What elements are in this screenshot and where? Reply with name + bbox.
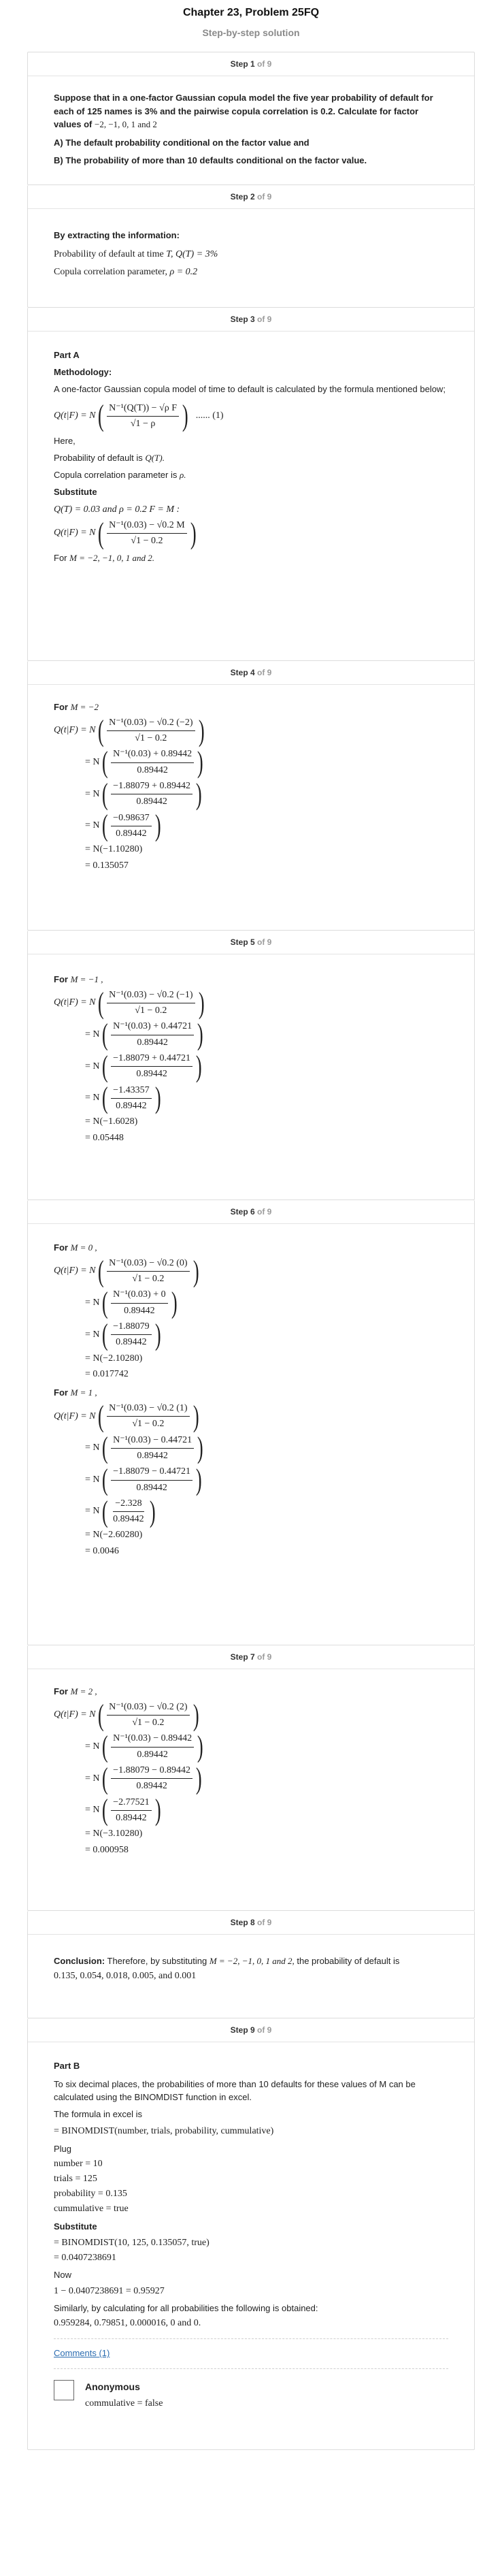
step-4: [27, 661, 475, 931]
step-2: [27, 185, 475, 308]
calc-line-1: Q(t|F) = N ( $\frac{\text{N⁻¹(0.03) − √0.2 (−1)}}{√1 - 0.2}$ ): [54, 986, 205, 1020]
conclusion-values: 0.135, 0.054, 0.018, 0.005, and 0.001: [54, 1970, 197, 1981]
part-b-desc: To six decimal places, the probabilities of more than 10 defaults for these values of M can be calculated using the BINOMDIST function in excel.: [54, 2078, 416, 2102]
page-title: Chapter 23, Problem 25FQ: [182, 7, 320, 18]
calc-line-4: = N ( $\frac{-2.328}{0.89442}$ ): [85, 1494, 156, 1528]
step-header: [28, 1645, 474, 1669]
binomdist-formula: = BINOMDIST(number, trials, probability, cummulative): [54, 2126, 274, 2137]
step-8: [27, 1911, 475, 2018]
given-line-1: Probability of default at time T, Q(T) = 3%: [54, 248, 218, 259]
step-label: Step 4: [230, 668, 255, 677]
plug-number: number = 10: [54, 2158, 103, 2169]
calc-line-5: = N(−1.6028): [85, 1116, 138, 1127]
case-heading: For M = 0 ,: [54, 1242, 97, 1253]
step-header: [28, 661, 474, 685]
step-count: of 9: [257, 315, 272, 324]
calc-line-2: = N ( $\frac{\text{N⁻¹(0.03) − 0.44721}}{0.89442}$ ): [85, 1431, 203, 1465]
step-label: Step 7: [230, 1652, 255, 1662]
substitute-heading: Substitute: [54, 2221, 97, 2232]
step-6: [27, 1200, 475, 1645]
for-values-line: For M = −2, −1, 0, 1 and 2.: [54, 553, 155, 564]
plug-trials: trials = 125: [54, 2173, 97, 2184]
plug-label: Plug: [54, 2143, 72, 2154]
calc-line-1: Q(t|F) = N ( $\frac{\text{N⁻¹(0.03) − √0.2 (0)}}{√1 - 0.2}$ ): [54, 1254, 199, 1288]
step-label: Step 8: [230, 1918, 255, 1927]
factor-values: −2, −1, 0, 1 and 2: [94, 119, 157, 129]
step-count: of 9: [257, 937, 272, 947]
now-label: Now: [54, 2270, 72, 2281]
divider: [54, 2338, 448, 2339]
step-count: of 9: [257, 1652, 272, 1662]
plug-probability: probability = 0.135: [54, 2189, 127, 2200]
step-1: [27, 52, 475, 185]
step-label: Step 9: [230, 2025, 255, 2035]
step-header: [28, 931, 474, 954]
part-b-question: B) The probability of more than 10 defaults conditional on the factor value.: [54, 155, 367, 166]
comment-text: commulative = false: [85, 2398, 163, 2409]
calc-line-3: = N ( $\frac{-1.88079 - 0.89442}{0.89442}$ ): [85, 1761, 202, 1795]
calc-line-3: = N ( $\frac{-1.88079 - 0.44721}{0.89442}$ ): [85, 1463, 202, 1497]
step-header: [28, 185, 474, 209]
page-subtitle: Step-by-step solution: [202, 27, 300, 38]
step-label: Step 3: [230, 315, 255, 324]
step-label: Step 5: [230, 937, 255, 947]
calc-line-3: = N ( $\frac{-1.88079}{0.89442}$ ): [85, 1317, 161, 1351]
here-text: Here,: [54, 436, 76, 447]
case-heading: For M = −1 ,: [54, 974, 103, 984]
substitute-line: Q(T) = 0.03 and ρ = 0.2 F = M :: [54, 504, 180, 515]
comment-item: [54, 2380, 448, 2411]
plug-cummulative: cummulative = true: [54, 2204, 129, 2215]
step-3: [27, 308, 475, 661]
calc-line-1: Q(t|F) = N ( $\frac{\text{N⁻¹(0.03) − √0.2 (−2)}}{√1 - 0.2}$ ): [54, 713, 205, 747]
step-5: [27, 931, 475, 1200]
calc-line-4: = N ( $\frac{-0.98637}{0.89442}$ ): [85, 809, 161, 843]
step-count: of 9: [257, 1918, 272, 1927]
part-b-heading: Part B: [54, 2061, 80, 2071]
step-header: [28, 52, 474, 76]
substituted-formula: Q(t|F) = N ( $\frac{\text{N⁻¹(0.03) − √0.2 M}}{√1 - 0.2}$ ): [54, 516, 197, 550]
calc-line-1: Q(t|F) = N ( $\frac{\text{N⁻¹(0.03) − √0.2 (2)}}{√1 - 0.2}$ ): [54, 1698, 199, 1732]
step-label: Step 2: [230, 192, 255, 202]
result-value: = 0.017742: [85, 1368, 129, 1379]
case-heading: For M = 1 ,: [54, 1387, 97, 1398]
avatar: [54, 2380, 74, 2400]
result-value: = 0.000958: [85, 1844, 129, 1855]
step-count: of 9: [257, 2025, 272, 2035]
calc-line-5: = N(−3.10280): [85, 1829, 143, 1839]
question-text: Suppose that in a one-factor Gaussian copula model the five year probability of default for each of 125 names is 3% and the pairwise copula correlation is 0.2. Calculate for factor values of −2, −1, 0, 1 and 2: [54, 93, 433, 129]
part-a-heading: Part A: [54, 350, 80, 360]
given-line-2: Copula correlation parameter, ρ = 0.2: [54, 267, 198, 278]
cc-definition: Copula correlation parameter is ρ.: [54, 469, 186, 480]
step-count: of 9: [257, 1207, 272, 1217]
calc-line-4: = N ( $\frac{-2.77521}{0.89442}$ ): [85, 1793, 161, 1827]
methodology-desc: A one-factor Gaussian copula model of time to default is calculated by the formula mentioned below;: [54, 383, 446, 394]
comments-section: [54, 2347, 448, 2410]
calc-line-5: = N(−2.60280): [85, 1530, 143, 1541]
step-7: [27, 1645, 475, 1911]
calc-line-2: = N ( $\frac{\text{N⁻¹(0.03) + 0.44721}}{0.89442}$ ): [85, 1018, 203, 1052]
calc-line-3: = N ( $\frac{-1.88079 + 0.44721}{0.89442}$ ): [85, 1049, 202, 1083]
substitute-heading: Substitute: [54, 486, 97, 497]
calc-line-4: = N(−2.10280): [85, 1353, 143, 1364]
case-heading: For M = 2 ,: [54, 1686, 97, 1696]
step-label: Step 1: [230, 59, 255, 69]
comment-author: Anonymous: [85, 2381, 140, 2393]
conclusion-text: Conclusion: Therefore, by substituting M = −2, −1, 0, 1 and 2, the probability of default is: [54, 1956, 400, 1966]
case-heading: For M = −2: [54, 702, 99, 712]
step-header: [28, 308, 474, 332]
formula-intro: The formula in excel is: [54, 2108, 143, 2119]
pd-definition: Probability of default is Q(T).: [54, 452, 165, 463]
step-count: of 9: [257, 59, 272, 69]
similarly-text: Similarly, by calculating for all probabilities the following is obtained:: [54, 2303, 318, 2314]
calc-line-2: = N ( $\frac{\text{N⁻¹(0.03) − 0.89442}}{0.89442}$ ): [85, 1730, 203, 1764]
part-a-question: A) The default probability conditional on the factor value and: [54, 137, 309, 148]
binomdist-result: = 0.0407238691: [54, 2252, 116, 2263]
methodology-heading: Methodology:: [54, 366, 112, 377]
calc-line-1: Q(t|F) = N ( $\frac{\text{N⁻¹(0.03) − √0.2 (1)}}{√1 - 0.2}$ ): [54, 1399, 199, 1433]
calc-line-4: = N ( $\frac{-1.43357}{0.89442}$ ): [85, 1081, 161, 1115]
calc-line-3: = N ( $\frac{-1.88079 + 0.89442}{0.89442}$ ): [85, 777, 202, 811]
binomdist-substituted: = BINOMDIST(10, 125, 0.135057, true): [54, 2237, 210, 2248]
step-9: [27, 2018, 475, 2450]
calc-line-5: = N(−1.10280): [85, 844, 143, 855]
divider: [54, 2368, 448, 2369]
copula-formula: Q(t|F) = N ( $\frac{\text{N⁻¹(Q(T)) − √ρ F}}{√1 - \rho}$ ) ...... (1): [54, 399, 224, 433]
step-header: [28, 1911, 474, 1935]
given-heading: By extracting the information:: [54, 230, 180, 240]
result-value: = 0.135057: [85, 860, 129, 871]
step-count: of 9: [257, 668, 272, 677]
calc-line-2: = N ( $\frac{\text{N⁻¹(0.03) + 0.89442}}{0.89442}$ ): [85, 745, 203, 779]
calc-line-2: = N ( $\frac{\text{N⁻¹(0.03) + 0}}{0.89442}$ ): [85, 1286, 178, 1320]
step-header: [28, 1200, 474, 1224]
result-value: = 0.0046: [85, 1545, 119, 1556]
comments-link[interactable]: Comments (1): [54, 2348, 110, 2359]
final-results: 0.959284, 0.79851, 0.000016, 0 and 0.: [54, 2318, 201, 2329]
step-count: of 9: [257, 192, 272, 202]
result-value: = 0.05448: [85, 1132, 124, 1143]
complement-calc: 1 − 0.0407238691 = 0.95927: [54, 2285, 165, 2296]
step-label: Step 6: [230, 1207, 255, 1217]
step-header: [28, 2018, 474, 2042]
